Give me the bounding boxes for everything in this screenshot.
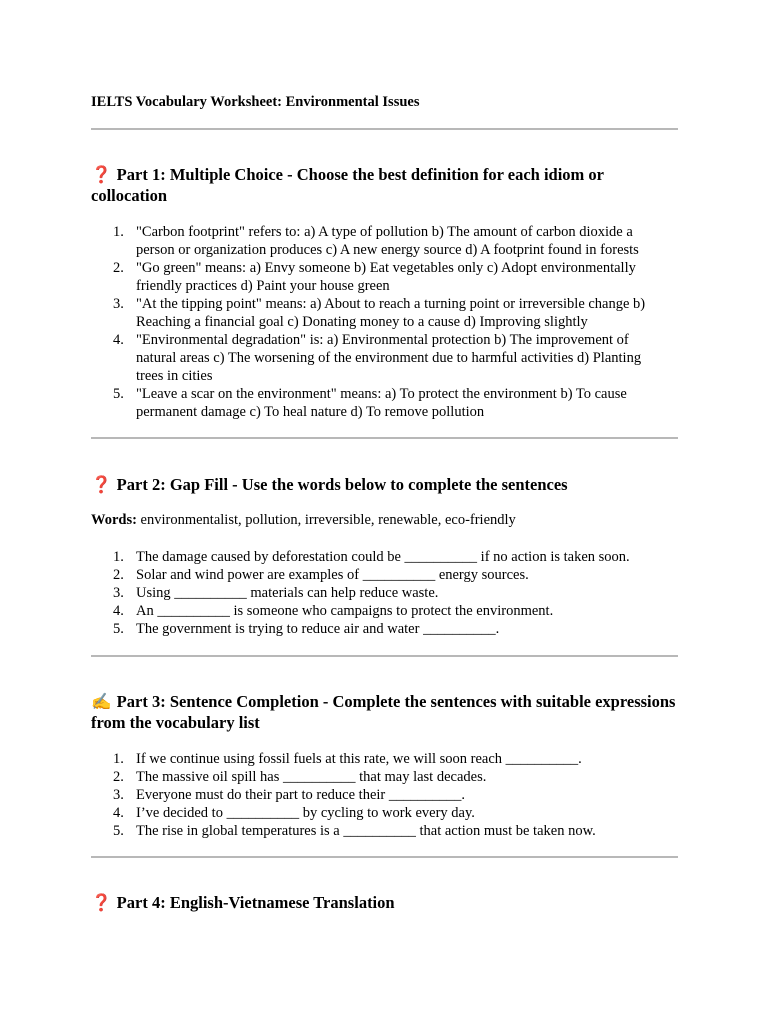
- word-bank-label: Words:: [91, 512, 137, 528]
- item-text: The rise in global temperatures is a __________ that action must be taken now.: [136, 823, 596, 839]
- item-number: 3.: [113, 787, 124, 803]
- part2-heading-text: Part 2: Gap Fill - Use the words below to complete the sentences: [116, 475, 568, 494]
- list-item: [91, 584, 666, 602]
- item-number: 2.: [113, 260, 124, 276]
- part2-heading: [91, 474, 678, 495]
- list-item: [91, 331, 666, 385]
- question-icon: ❓: [91, 893, 112, 912]
- item-number: 4.: [113, 332, 124, 348]
- item-text: "Go green" means: a) Envy someone b) Eat vegetables only c) Adopt environmentally friendly practices d) Paint your house green: [136, 260, 636, 294]
- item-number: 1.: [113, 224, 124, 240]
- list-item: [91, 822, 666, 840]
- list-item: [91, 750, 666, 768]
- divider: [91, 437, 678, 439]
- part3-question-list: [91, 750, 678, 840]
- item-number: 5.: [113, 621, 124, 637]
- part3-heading-text: Part 3: Sentence Completion - Complete the sentences with suitable expressions from the vocabulary list: [91, 692, 676, 732]
- word-bank-words: environmentalist, pollution, irreversible, renewable, eco-friendly: [140, 512, 516, 528]
- list-item: [91, 566, 666, 584]
- part2-question-list: [91, 548, 678, 638]
- item-text: An __________ is someone who campaigns to protect the environment.: [136, 603, 554, 619]
- list-item: [91, 602, 666, 620]
- divider: [91, 128, 678, 130]
- list-item: [91, 385, 666, 421]
- divider: [91, 856, 678, 858]
- list-item: [91, 223, 666, 259]
- item-number: 1.: [113, 549, 124, 565]
- item-text: "Carbon footprint" refers to: a) A type of pollution b) The amount of carbon dioxide a person or organization produces c) A new energy source d) A footprint found in forests: [136, 224, 639, 258]
- item-text: The government is trying to reduce air and water __________.: [136, 621, 500, 637]
- question-icon: ❓: [91, 165, 112, 184]
- item-number: 4.: [113, 603, 124, 619]
- item-number: 3.: [113, 585, 124, 601]
- item-text: Solar and wind power are examples of __________ energy sources.: [136, 567, 529, 583]
- item-text: The massive oil spill has __________ that may last decades.: [136, 769, 487, 785]
- part1-heading: [91, 164, 678, 206]
- list-item: [91, 548, 666, 566]
- item-number: 4.: [113, 805, 124, 821]
- item-text: Using __________ materials can help reduce waste.: [136, 585, 439, 601]
- writing-hand-icon: ✍: [91, 692, 112, 711]
- question-icon: ❓: [91, 475, 112, 494]
- item-number: 3.: [113, 296, 124, 312]
- item-text: Everyone must do their part to reduce their __________.: [136, 787, 465, 803]
- part4-heading: [91, 892, 678, 913]
- item-text: "At the tipping point" means: a) About to reach a turning point or irreversible change b) Reaching a financial goal c) Donating money to a cause d) Improving slightly: [136, 296, 646, 330]
- document-title: IELTS Vocabulary Worksheet: Environmental Issues: [91, 94, 420, 110]
- item-text: I’ve decided to __________ by cycling to work every day.: [136, 805, 475, 821]
- part1-heading-text: Part 1: Multiple Choice - Choose the best definition for each idiom or collocation: [91, 165, 604, 205]
- item-number: 5.: [113, 386, 124, 402]
- item-text: If we continue using fossil fuels at this rate, we will soon reach __________.: [136, 751, 582, 767]
- divider: [91, 655, 678, 657]
- item-number: 5.: [113, 823, 124, 839]
- list-item: [91, 804, 666, 822]
- list-item: [91, 259, 666, 295]
- part4-heading-text: Part 4: English-Vietnamese Translation: [116, 893, 395, 912]
- item-number: 2.: [113, 769, 124, 785]
- item-number: 1.: [113, 751, 124, 767]
- list-item: [91, 295, 666, 331]
- part1-question-list: [91, 223, 678, 421]
- list-item: [91, 768, 666, 786]
- list-item: [91, 620, 666, 638]
- list-item: [91, 786, 666, 804]
- part3-heading: [91, 691, 678, 733]
- item-number: 2.: [113, 567, 124, 583]
- item-text: "Leave a scar on the environment" means: a) To protect the environment b) To cause permanent damage c) To heal nature d) To remove pollution: [136, 386, 627, 420]
- item-text: The damage caused by deforestation could be __________ if no action is taken soon.: [136, 549, 630, 565]
- item-text: "Environmental degradation" is: a) Environmental protection b) The improvement of natural areas c) The worsening of the environment due to harmful activities d) Planting trees in cities: [136, 332, 642, 384]
- word-bank: [91, 512, 516, 529]
